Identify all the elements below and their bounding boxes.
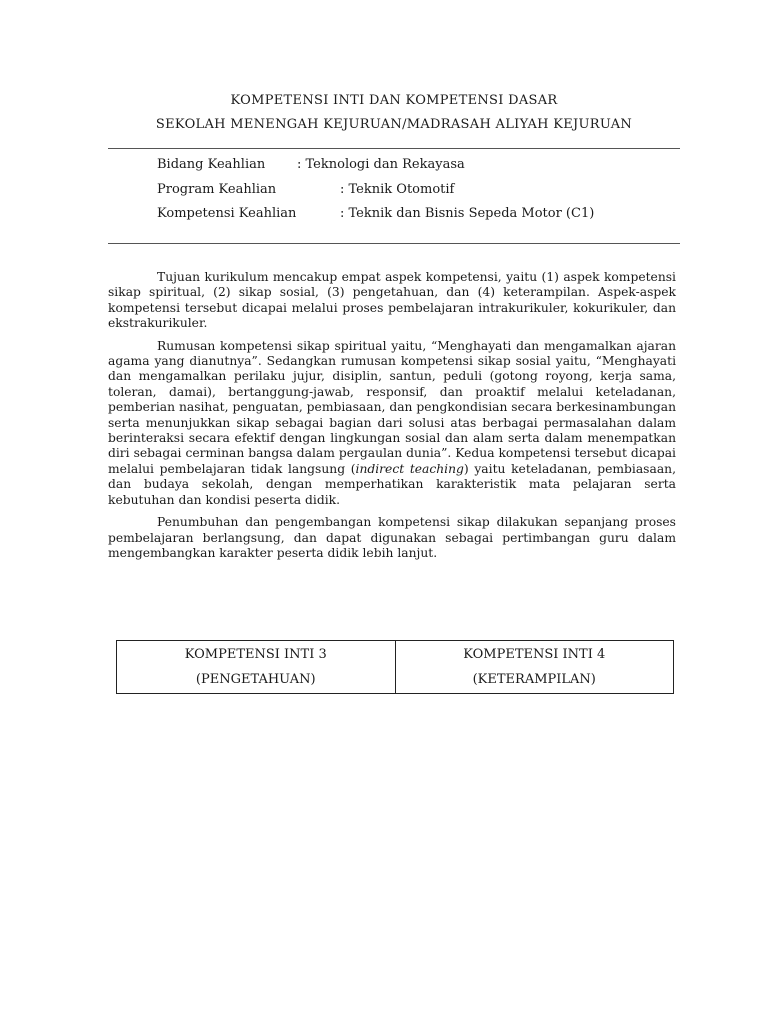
info-value: : Teknik dan Bisnis Sepeda Motor (C1) (340, 206, 595, 221)
body-text (108, 270, 676, 568)
ki3-title: KOMPETENSI INTI 3 (184, 647, 327, 662)
info-value: : Teknik Otomotif (340, 182, 455, 197)
table-cell-ki3 (117, 641, 396, 694)
paragraph-2-italic: indirect teaching (355, 461, 464, 476)
ki4-subtitle: (KETERAMPILAN) (472, 672, 596, 687)
paragraph-2 (108, 339, 676, 508)
info-label: Kompetensi Keahlian (157, 206, 297, 221)
ki4-title: KOMPETENSI INTI 4 (463, 647, 606, 662)
document-title-line1: KOMPETENSI INTI DAN KOMPETENSI DASAR (230, 93, 558, 108)
paragraph-1: Tujuan kurikulum mencakup empat aspek kompetensi, yaitu (1) aspek kompetensi sikap spiritual, (2) sikap sosial, (3) pengetahuan, dan (4) keterampilan. Aspek-aspek kompetensi tersebut dicapai melalui proses pembelajaran intrakurikuler, kokurikuler, dan ekstrakurikuler. (108, 270, 676, 331)
paragraph-2-part1: Rumusan kompetensi sikap spiritual yaitu, “Menghayati dan mengamalkan ajaran agama yang dianutnya”. Sedangkan rumusan kompetensi sikap sosial yaitu, “Menghayati dan mengamalkan perilaku jujur, disiplin, santun, peduli (gotong royong, kerja sama, toleran, damai), bertanggung-jawab, responsif, dan proaktif melalui keteladanan, pemberian nasihat, penguatan, pembiasaan, dan pengkondisian secara berkesinambungan serta menunjukkan sikap sebagai bagian dari solusi atas berbagai permasalahan dalam berinteraksi secara efektif dengan lingkungan sosial dan alam serta dalam menempatkan diri sebagai cerminan bangsa dalam pergaulan dunia”. Kedua kompetensi tersebut dicapai melalui pembelajaran tidak langsung ( (108, 338, 676, 476)
paragraph-3: Penumbuhan dan pengembangan kompetensi sikap dilakukan sepanjang proses pembelajaran berlangsung, dan dapat digunakan sebagai pertimbangan guru dalam mengembangkan karakter peserta didik lebih lanjut. (108, 515, 676, 560)
kompetensi-inti-table (116, 640, 674, 694)
info-value: : Teknologi dan Rekayasa (297, 157, 465, 172)
info-label: Program Keahlian (157, 182, 277, 197)
ki3-subtitle: (PENGETAHUAN) (195, 672, 316, 687)
table-cell-ki4 (395, 641, 674, 694)
info-label: Bidang Keahlian (157, 157, 266, 172)
paragraph-2-part2: ) yaitu keteladanan, pembiasaan, dan budaya sekolah, dengan memperhatikan karakteristik mata pelajaran serta kebutuhan dan kondisi peserta didik. (108, 461, 676, 507)
divider-bottom (108, 243, 680, 244)
document-title-line2: SEKOLAH MENENGAH KEJURUAN/MADRASAH ALIYAH KEJURUAN (155, 117, 633, 132)
table-row (117, 641, 674, 694)
divider-top (108, 148, 680, 149)
